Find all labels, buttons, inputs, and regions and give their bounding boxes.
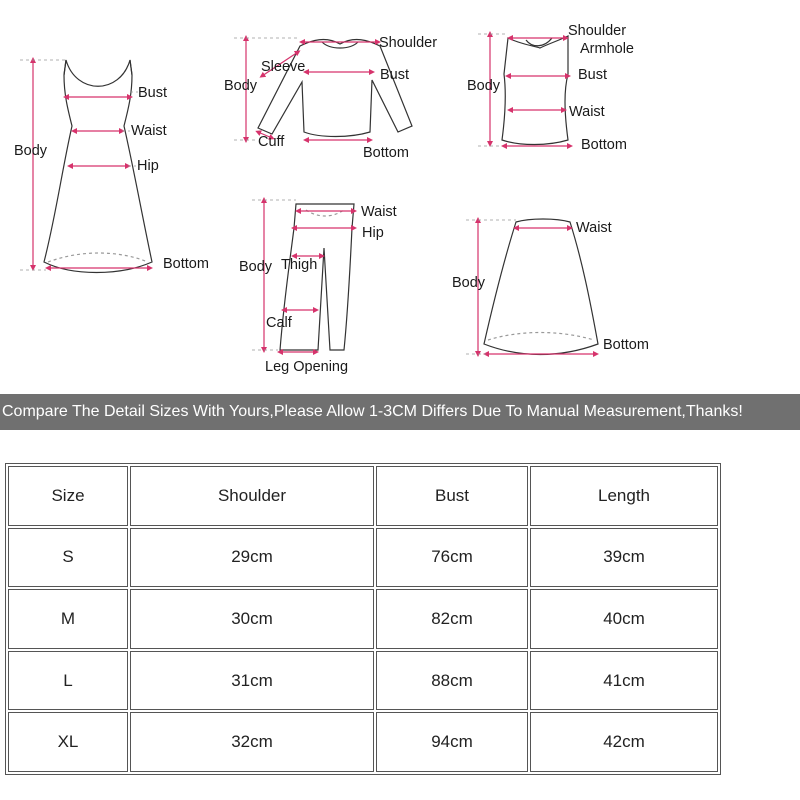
length-cell: 41cm	[530, 651, 718, 711]
shoulder-cell: 30cm	[130, 589, 374, 649]
bust-cell: 94cm	[376, 712, 528, 772]
measurement-notice-banner: Compare The Detail Sizes With Yours,Please Allow 1-3CM Differs Due To Manual Measurement,Thanks!	[0, 394, 800, 430]
table-header-row	[8, 466, 718, 526]
header-cell-bust: Bust	[376, 466, 528, 526]
shoulder-cell: 29cm	[130, 528, 374, 588]
table-row	[8, 712, 718, 772]
vest-bust-label: Bust	[578, 67, 608, 83]
size-cell: XL	[8, 712, 128, 772]
size-cell: M	[8, 589, 128, 649]
table-row	[8, 651, 718, 711]
top-sleeve-label: Sleeve	[261, 59, 306, 75]
skirt-measure-lines	[478, 220, 596, 354]
pants-body-label: Body	[239, 259, 273, 275]
shoulder-cell: 32cm	[130, 712, 374, 772]
top-shoulder-label: Shoulder	[379, 35, 438, 51]
skirt-body-label: Body	[452, 275, 486, 291]
pants-waist-label: Waist	[361, 204, 397, 220]
dress-waist-label: Waist	[131, 123, 167, 139]
vest-shoulder-label: Shoulder	[568, 23, 627, 39]
vest-measure-lines	[490, 34, 570, 146]
top-bust-label: Bust	[380, 67, 410, 83]
pants-leg-opening-label: Leg Opening	[265, 359, 349, 375]
header-cell-size: Size	[8, 466, 128, 526]
measurement-diagrams	[0, 0, 800, 392]
bust-cell: 82cm	[376, 589, 528, 649]
dress-bottom-label: Bottom	[163, 256, 209, 272]
vest-armhole-label: Armhole	[580, 41, 634, 57]
pants-hip-label: Hip	[362, 225, 384, 241]
skirt-sketch	[484, 219, 598, 355]
garment-sketches	[0, 0, 800, 392]
top-cuff-label: Cuff	[258, 134, 285, 150]
bust-cell: 76cm	[376, 528, 528, 588]
top-body-label: Body	[224, 78, 258, 94]
shoulder-cell: 31cm	[130, 651, 374, 711]
vest-waist-label: Waist	[569, 104, 605, 120]
length-cell: 39cm	[530, 528, 718, 588]
pants-calf-label: Calf	[266, 315, 292, 331]
skirt-bottom-label: Bottom	[603, 337, 649, 353]
size-chart-table	[5, 463, 721, 775]
header-cell-length: Length	[530, 466, 718, 526]
top-bottom-label: Bottom	[363, 145, 409, 161]
vest-body-label: Body	[467, 78, 501, 94]
skirt-waist-label: Waist	[576, 220, 612, 236]
dress-bust-label: Bust	[138, 85, 168, 101]
top-sketch	[258, 40, 412, 137]
vest-sketch	[502, 36, 568, 145]
top-measure-lines	[246, 38, 378, 140]
table-row	[8, 528, 718, 588]
dress-body-label: Body	[14, 143, 48, 159]
length-cell: 42cm	[530, 712, 718, 772]
vest-bottom-label: Bottom	[581, 137, 627, 153]
header-cell-shoulder: Shoulder	[130, 466, 374, 526]
dress-hip-label: Hip	[137, 158, 159, 174]
pants-thigh-label: Thigh	[281, 257, 318, 273]
length-cell: 40cm	[530, 589, 718, 649]
table-row	[8, 589, 718, 649]
bust-cell: 88cm	[376, 651, 528, 711]
size-cell: L	[8, 651, 128, 711]
size-cell: S	[8, 528, 128, 588]
